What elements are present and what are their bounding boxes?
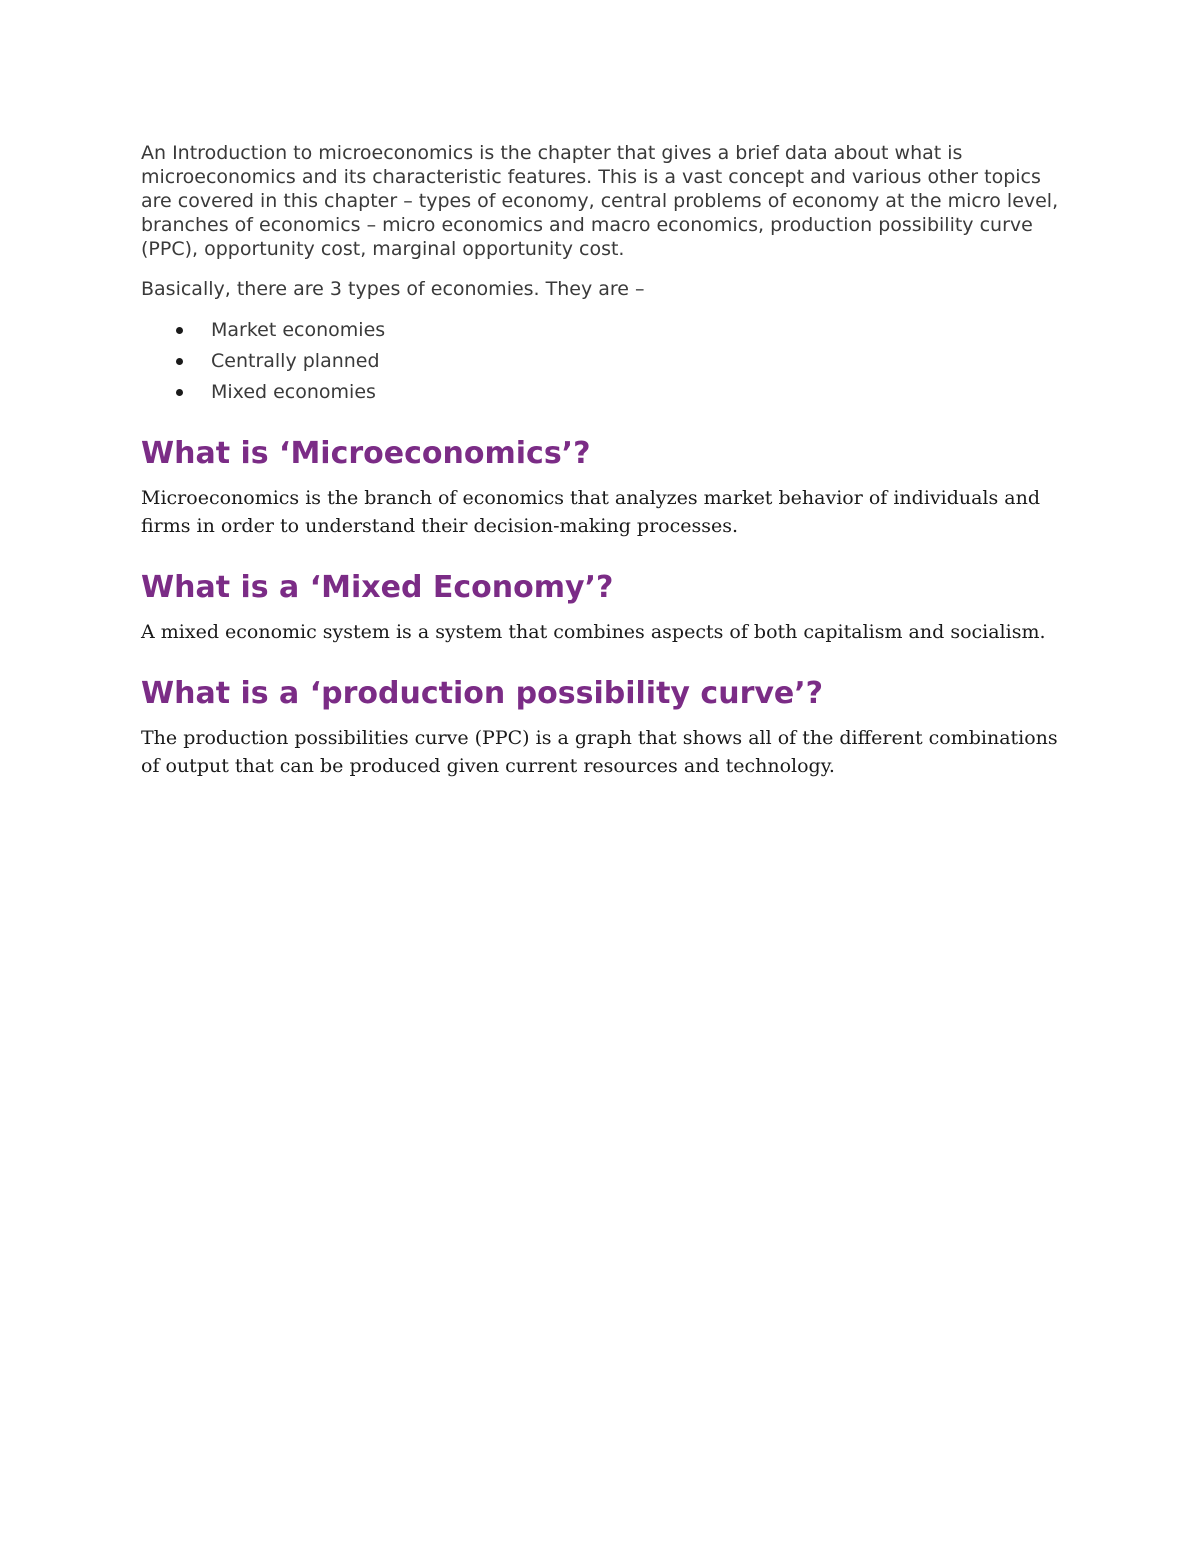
document-content bbox=[141, 141, 1061, 780]
list-item bbox=[141, 346, 1061, 377]
ppc-definition: The production possibilities curve (PPC) is a graph that shows all of the different combinations of output that can be produced given current resources and technology. bbox=[141, 727, 1058, 777]
heading-microeconomics: What is ‘Microeconomics’? bbox=[141, 436, 591, 471]
list-item-label: Mixed economies bbox=[211, 381, 376, 403]
types-lead-sentence: Basically, there are 3 types of economies. They are – bbox=[141, 278, 645, 300]
bullet-icon bbox=[176, 358, 183, 365]
intro-paragraph: An Introduction to microeconomics is the chapter that gives a brief data about what is microeconomics and its characteristic features. This is a vast concept and various other topics are covered in this chapter – types of economy, central problems of economy at the micro level, branches of economics – micro economics and macro economics, production possibility curve (PPC), opportunity cost, marginal opportunity cost. bbox=[141, 142, 1059, 260]
economy-types-list bbox=[141, 315, 1061, 408]
bullet-icon bbox=[176, 389, 183, 396]
microeconomics-definition: Microeconomics is the branch of economics that analyzes market behavior of individuals and firms in order to understand their decision-making processes. bbox=[141, 487, 1041, 537]
mixed-economy-definition: A mixed economic system is a system that combines aspects of both capitalism and socialism. bbox=[141, 621, 1046, 643]
list-item bbox=[141, 315, 1061, 346]
list-item-label: Centrally planned bbox=[211, 350, 380, 372]
list-item-label: Market economies bbox=[211, 319, 386, 341]
bullet-icon bbox=[176, 327, 183, 334]
heading-mixed-economy: What is a ‘Mixed Economy’? bbox=[141, 570, 614, 605]
heading-production-possibility-curve: What is a ‘production possibility curve’? bbox=[141, 676, 824, 711]
list-item bbox=[141, 377, 1061, 408]
